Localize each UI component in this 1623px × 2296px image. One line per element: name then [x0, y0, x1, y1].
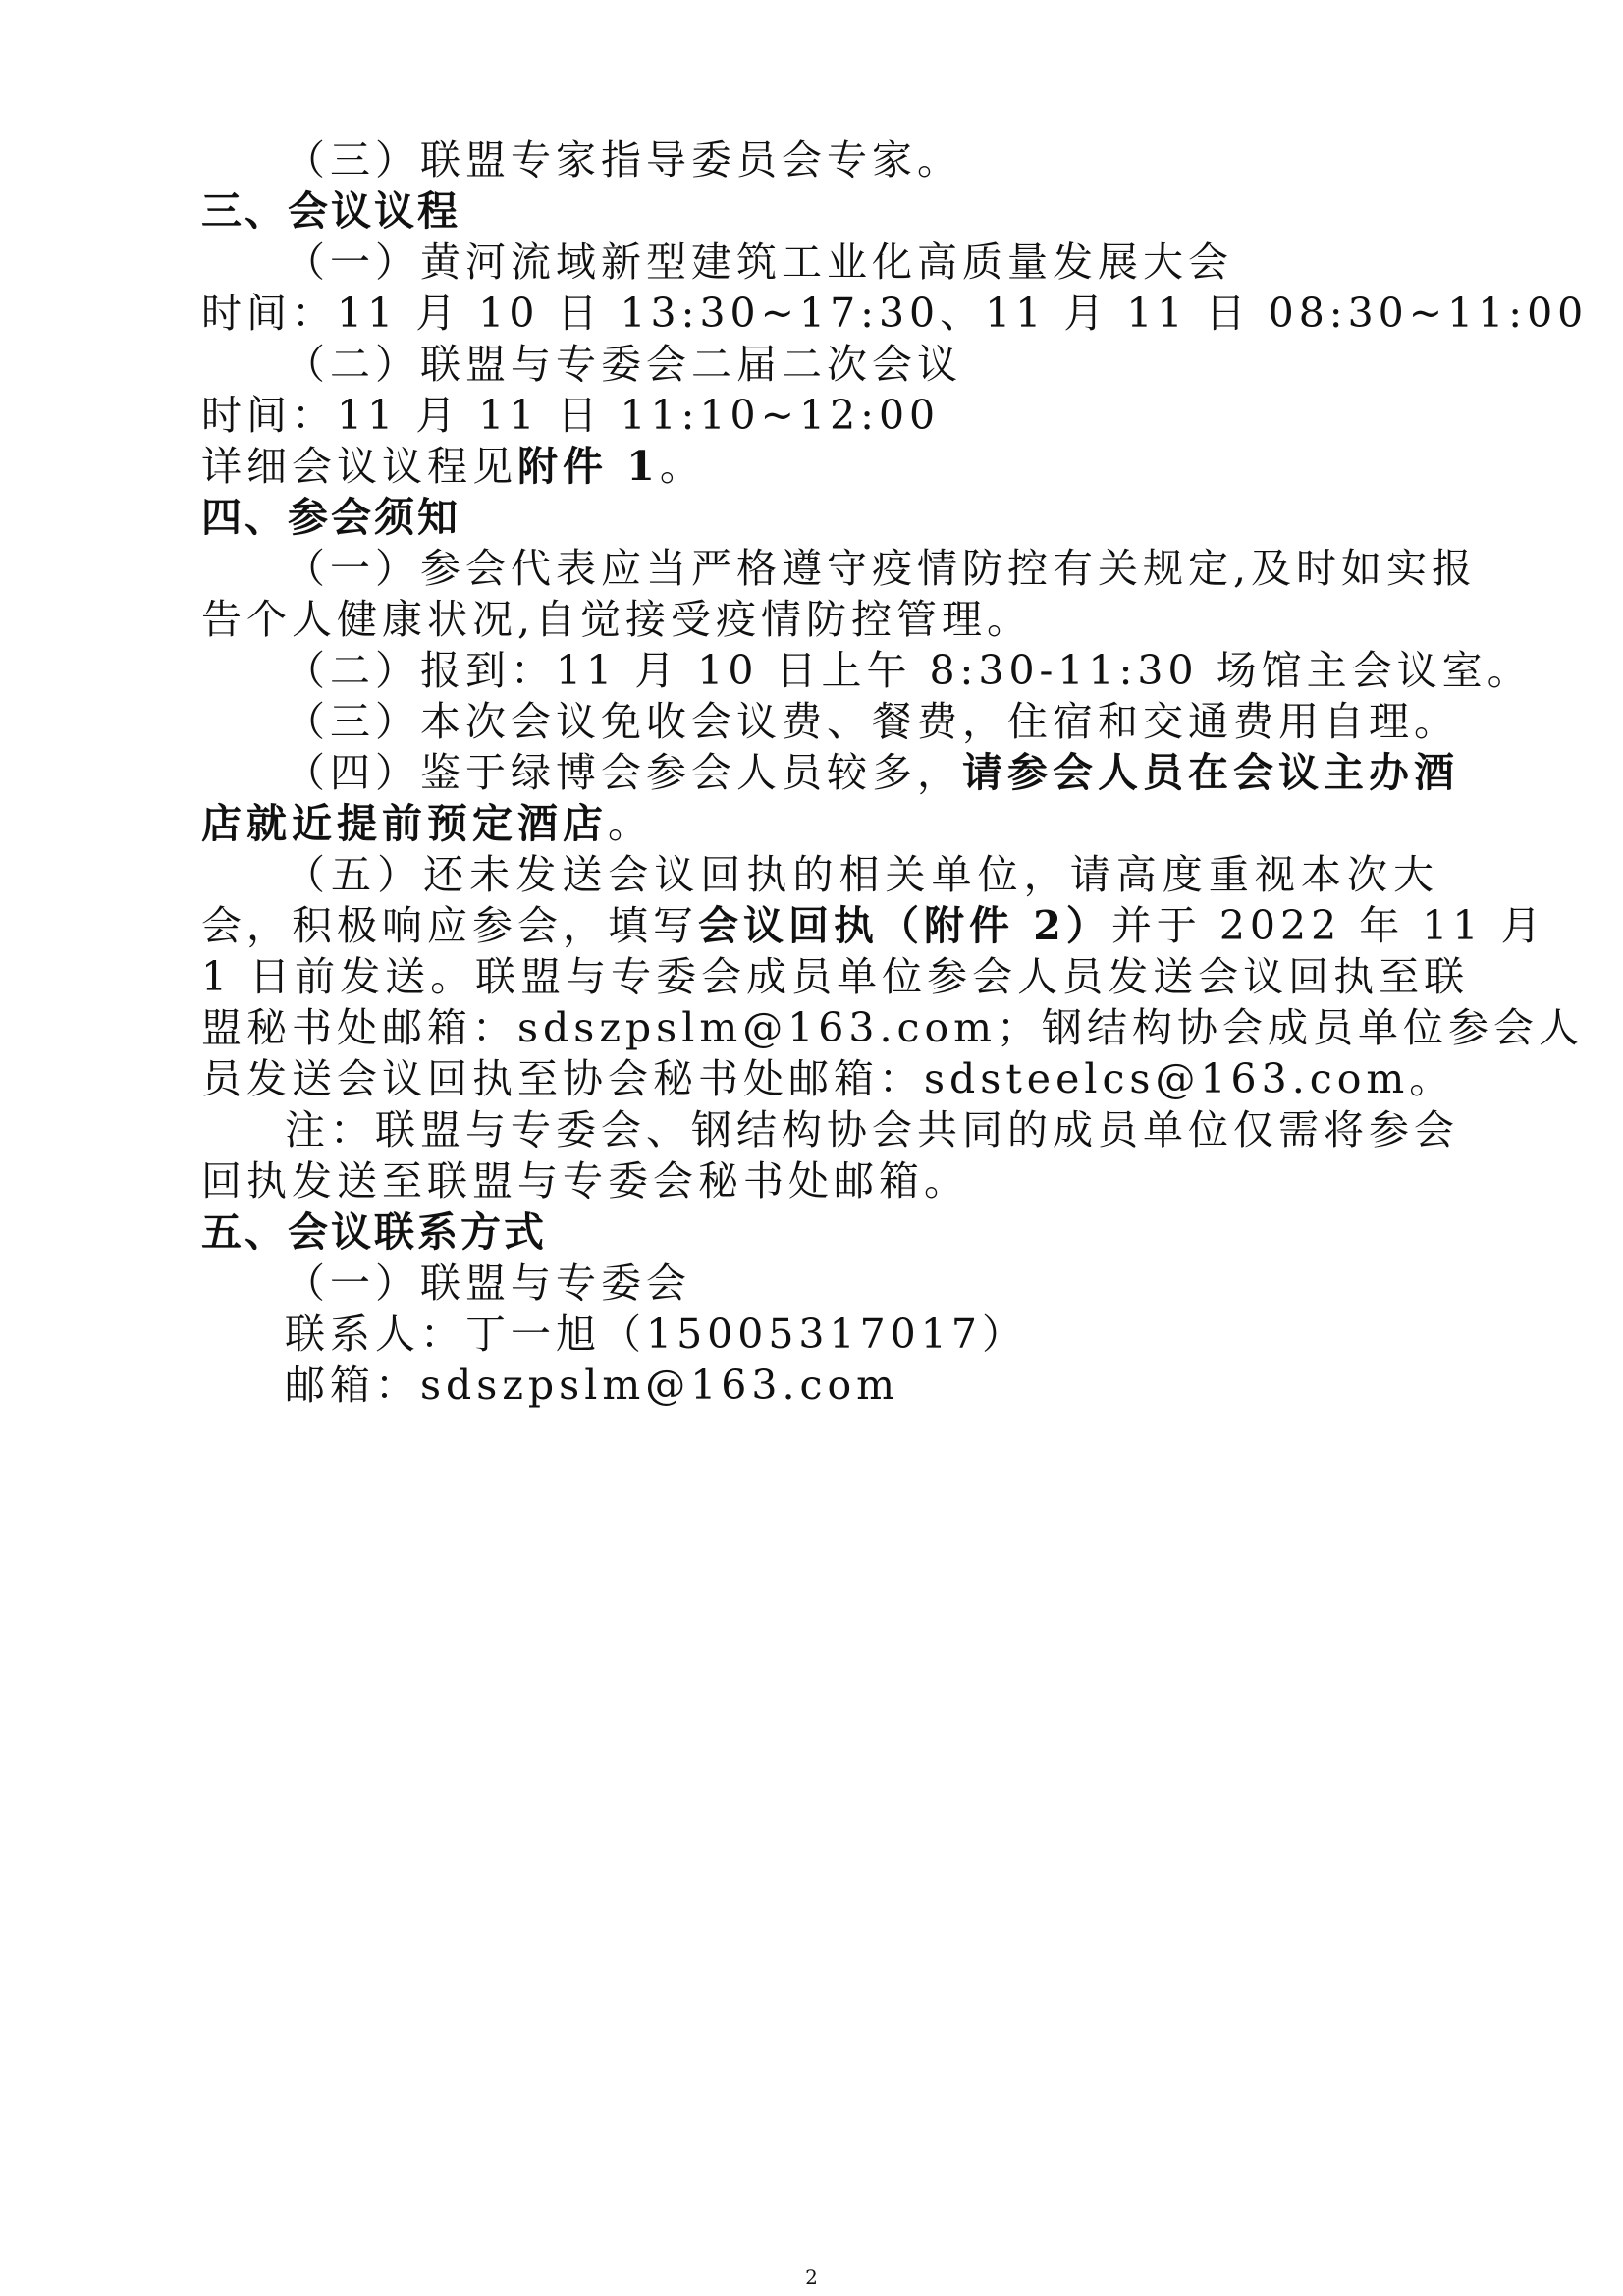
notice-4-end: 。 — [608, 800, 653, 847]
section-heading-agenda: 三、会议议程 — [201, 187, 460, 235]
agenda-item-2-title: （二）联盟与专委会二届二次会议 — [285, 341, 962, 388]
agenda-detail-text: 详细会议议程见 — [201, 443, 517, 490]
section-heading-notice: 四、参会须知 — [201, 494, 460, 541]
attachment-1-ref: 附件 1 — [517, 443, 660, 490]
note-line-1: 注：联盟与专委会、钢结构协会共同的成员单位仅需将参会 — [285, 1106, 1459, 1153]
page-number: 2 — [805, 2266, 818, 2289]
notice-4-emphasis-cont: 店就近提前预定酒店 — [201, 800, 608, 847]
section-heading-contact: 五、会议联系方式 — [201, 1208, 547, 1255]
contact-1-email: 邮箱：sdszpslm@163.com — [285, 1362, 900, 1409]
agenda-detail-end: 。 — [659, 443, 705, 490]
notice-5-line-5: 员发送会议回执至协会秘书处邮箱：sdsteelcs@163.com。 — [201, 1055, 1455, 1102]
notice-4-emphasis: 请参会人员在会议主办酒 — [962, 749, 1459, 796]
notice-5-line-4: 盟秘书处邮箱：sdszpslm@163.com；钢结构协会成员单位参会人 — [201, 1004, 1585, 1051]
agenda-item-1-title: （一）黄河流域新型建筑工业化高质量发展大会 — [285, 239, 1233, 286]
notice-5-line-1: （五）还未发送会议回执的相关单位，请高度重视本次大 — [285, 851, 1438, 898]
contact-1-person: 联系人：丁一旭（15005317017） — [285, 1310, 1027, 1358]
agenda-item-1-time: 时间：11 月 10 日 13:30~17:30、11 月 11 日 08:30~11:00 — [201, 290, 1589, 337]
notice-5-line-3: 1 日前发送。联盟与专委会成员单位参会人员发送会议回执至联 — [201, 953, 1470, 1000]
attachment-2-ref: 会议回执（附件 2） — [698, 902, 1111, 949]
attendee-item-3: （三）联盟专家指导委员会专家。 — [285, 136, 962, 184]
notice-1-line-1: （一）参会代表应当严格遵守疫情防控有关规定,及时如实报 — [285, 545, 1478, 592]
notice-5-text: 会，积极响应参会，填写 — [201, 902, 698, 949]
agenda-item-2-time: 时间：11 月 11 日 11:10~12:00 — [201, 392, 941, 439]
notice-2: （二）报到：11 月 10 日上午 8:30-11:30 场馆主会议室。 — [285, 647, 1533, 694]
contact-1-title: （一）联盟与专委会 — [285, 1259, 691, 1307]
note-line-2: 回执发送至联盟与专委会秘书处邮箱。 — [201, 1157, 969, 1204]
notice-3: （三）本次会议免收会议费、餐费，住宿和交通费用自理。 — [285, 698, 1459, 745]
notice-5-date: 并于 2022 年 11 月 — [1110, 902, 1546, 949]
notice-1-line-2: 告个人健康状况,自觉接受疫情防控管理。 — [201, 596, 1033, 643]
notice-4-text: （四）鉴于绿博会参会人员较多， — [285, 749, 962, 796]
